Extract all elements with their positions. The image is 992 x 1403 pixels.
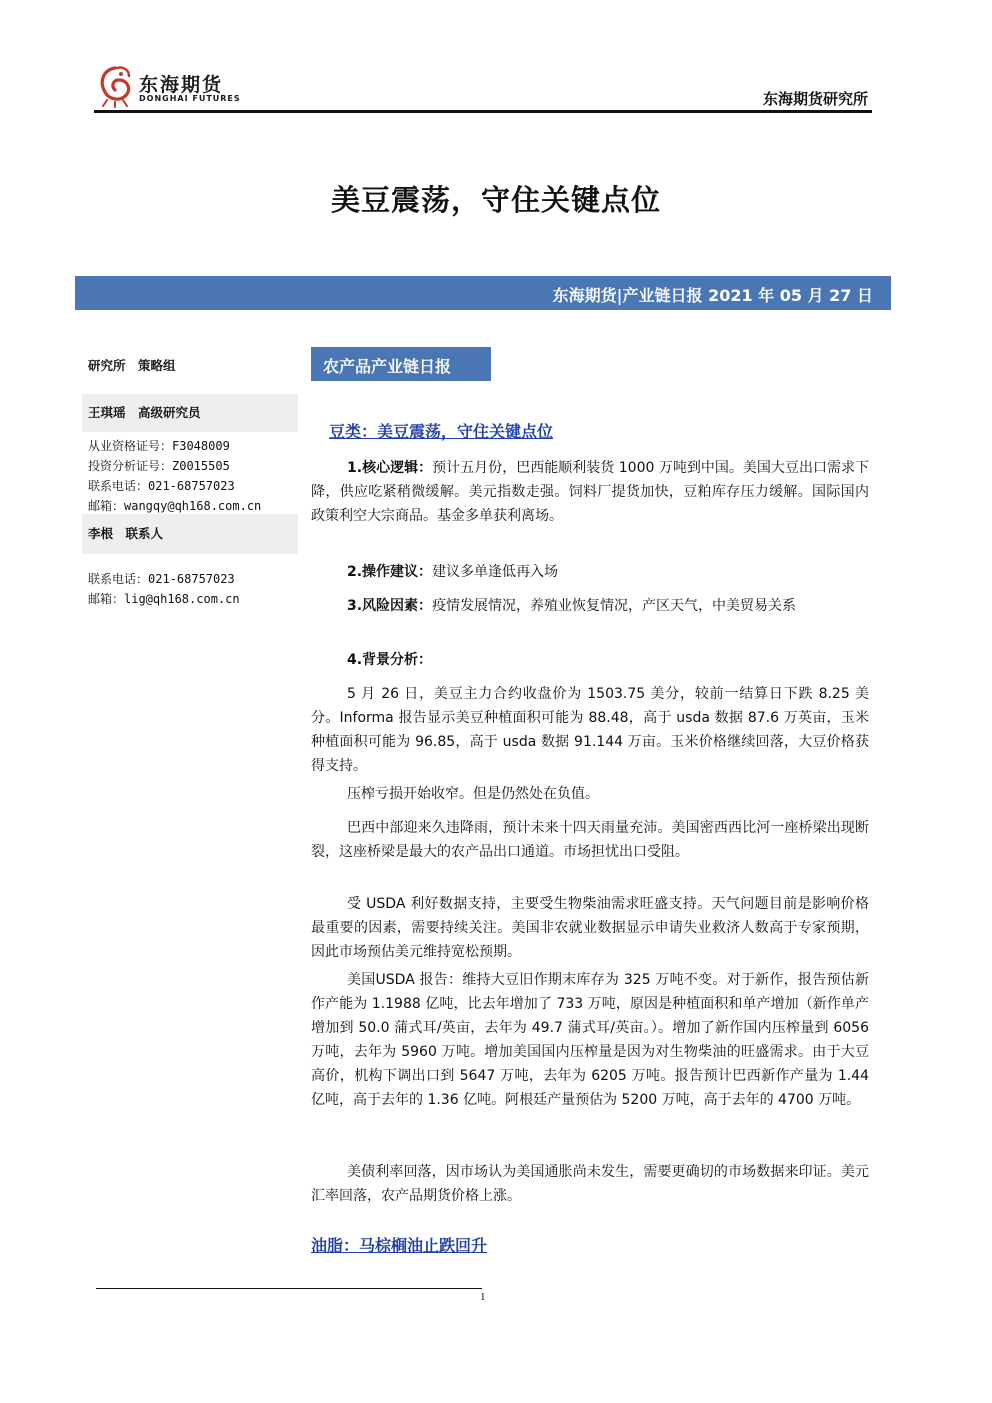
section-tag-label: 农产品产业链日报 [323,357,452,376]
header-divider [94,110,872,113]
document-title: 美豆震荡，守住关键点位 [330,183,661,217]
analyst-1-name: 王琪瑶 高级研究员 [82,394,298,432]
report-banner [75,276,891,310]
oils-heading[interactable]: 油脂：马棕榈油止跌回升 [311,1236,488,1255]
banner-text: 东海期货|产业链日报 2021 年 05 月 27 日 [552,286,873,305]
core-logic-label: 1.核心逻辑： [347,460,433,476]
background-label: 4.背景分析： [347,652,433,668]
section-tag [311,347,491,381]
risk-factors-paragraph [311,594,869,618]
soybean-heading[interactable]: 豆类：美豆震荡，守住关键点位 [329,422,554,441]
operation-advice-paragraph [311,560,869,584]
background-heading [311,648,869,672]
background-paragraph-5: 美国USDA 报告：维持大豆旧作期末库存为 325 万吨不变。对于新作，报告预估新作产能为 1.1988 亿吨，比去年增加了 733 万吨，原因是种植面积和单产增加（新作单产增加到 50.0 蒲式耳/英亩，去年为 49.7 蒲式耳/英亩。）。增加了新作国内压榨量到 6056 万吨，去年为 5960 万吨。增加美国国内压榨量是因为对生物柴油的旺盛需求。由于大豆高价，机构下调出口到 5647 万吨，去年为 6205 万吨。报告预计巴西新作产量为 1.44 亿吨，高于去年的 1.36 亿吨。阿根廷产量预估为 5200 万吨，高于去年的 4700 万吨。 [311,972,869,1108]
analyst-1-qualification: 从业资格证号：F3048009 [88,439,230,453]
page-number: 1 [480,1291,486,1303]
sidebar-dept: 研究所 策略组 [88,358,176,373]
company-logo [95,64,241,110]
background-paragraph-1: 5 月 26 日，美豆主力合约收盘价为 1503.75 美分，较前一结算日下跌 8.25 美分。Informa 报告显示美豆种植面积可能为 88.48，高于 usda 数据 87.6 万英亩，玉米种植面积可能为 96.85，高于 usda 数据 91.144 万亩。玉米价格继续回落，大豆价格获得支持。 [311,686,869,774]
background-paragraph-3: 巴西中部迎来久违降雨，预计未来十四天雨量充沛。美国密西西比河一座桥梁出现断裂，这座桥梁是最大的农产品出口通道。市场担忧出口受阻。 [311,820,869,860]
logo-text-cn: 东海期货 [139,74,224,96]
background-paragraph-2: 压榨亏损开始收窄。但是仍然处在负值。 [347,786,599,802]
operation-advice-text: 建议多单逢低再入场 [432,564,559,580]
operation-advice-label: 2.操作建议： [347,564,433,580]
core-logic-paragraph [311,456,869,528]
background-paragraph-4: 受 USDA 利好数据支持，主要受生物柴油需求旺盛支持。天气问题目前是影响价格最重要的因素，需要持续关注。美国非农就业数据显示申请失业救济人数高于专家预期，因此市场预估美元维持宽松预期。 [311,896,869,960]
background-paragraph-6: 美债利率回落，因市场认为美国通胀尚未发生，需要更确切的市场数据来印证。美元汇率回落，农产品期货价格上涨。 [311,1164,869,1204]
dragon-logo-icon [95,64,135,108]
risk-factors-text: 疫情发展情况，养殖业恢复情况，产区天气，中美贸易关系 [432,598,797,614]
risk-factors-label: 3.风险因素： [347,598,433,614]
analyst-2-name: 李根 联系人 [82,514,298,554]
core-logic-text: 预计五月份，巴西能顺利装货 1000 万吨到中国。美国大豆出口需求下降，供应吃紧稍微缓解。美元指数走强。饲料厂提货加快，豆粕库存压力缓解。国际国内政策利空大宗商品。基金多单获利离场。 [311,460,870,524]
footer-divider [96,1288,482,1289]
analyst-1-email[interactable]: 邮箱：wangqy@qh168.com.cn [88,499,262,513]
analyst-2-email[interactable]: 邮箱：lig@qh168.com.cn [88,592,240,606]
analyst-1-invest-cert: 投资分析证号：Z0015505 [88,459,230,473]
logo-text-en: DONGHAI FUTURES [139,94,241,103]
analyst-1-phone: 联系电话：021-68757023 [88,479,235,493]
header-org-name: 东海期货研究所 [762,90,868,108]
analyst-2-phone: 联系电话：021-68757023 [88,572,235,586]
